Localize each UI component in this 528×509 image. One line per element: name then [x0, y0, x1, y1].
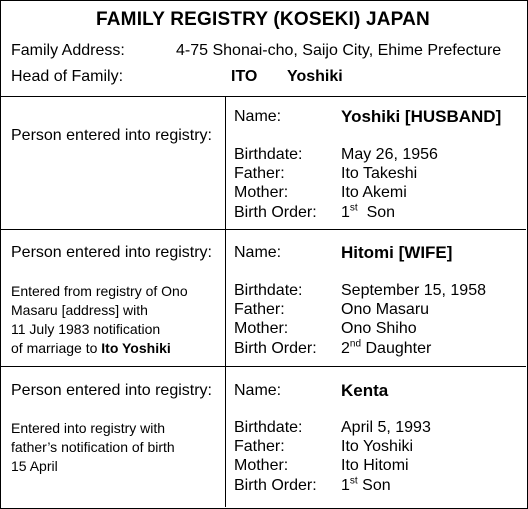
father-label-1: Father:	[234, 165, 285, 182]
mother-label-3: Mother:	[234, 457, 289, 474]
mother-value-3: Ito Hitomi	[341, 457, 409, 474]
father-label-2: Father:	[234, 301, 285, 318]
person-name-1: Yoshiki [HUSBAND]	[341, 107, 502, 126]
entered-label-3: Person entered into registry:	[11, 382, 212, 399]
father-value-1: Ito Takeshi	[341, 165, 418, 182]
person-name-3: Kenta	[341, 381, 389, 400]
mother-label-1: Mother:	[234, 184, 289, 201]
father-value-3: Ito Yoshiki	[341, 438, 414, 455]
entry-note-3-line-1: Entered into registry with	[11, 420, 166, 436]
family-address-value: 4-75 Shonai-cho, Saijo City, Ehime Prefecture	[176, 42, 502, 59]
column-divider	[225, 96, 226, 507]
entry-note-2-line-4: of marriage to Ito Yoshiki	[11, 340, 171, 356]
row-divider-1	[0, 229, 526, 230]
birthdate-value-3: April 5, 1993	[341, 419, 431, 436]
mother-value-1: Ito Akemi	[341, 184, 407, 201]
name-label-3: Name:	[234, 382, 282, 399]
birth-order-value-1: 1st Son	[341, 202, 396, 221]
entry-note-2-line-2: Masaru [address] with	[11, 302, 148, 318]
name-label-1: Name:	[234, 108, 282, 125]
entered-label-2: Person entered into registry:	[11, 244, 212, 261]
entered-label-1: Person entered into registry:	[11, 127, 212, 144]
entry-note-3-line-2: father’s notification of birth	[11, 439, 175, 455]
head-of-family-surname: ITO	[231, 68, 258, 85]
birthdate-value-2: September 15, 1958	[341, 282, 486, 299]
birth-order-label-3: Birth Order:	[234, 477, 317, 494]
entry-note-3-line-3: 15 April	[11, 458, 58, 474]
birthdate-label-2: Birthdate:	[234, 282, 303, 299]
birth-order-label-2: Birth Order:	[234, 340, 317, 357]
birth-order-value-2: 2nd Daughter	[341, 338, 432, 357]
father-label-3: Father:	[234, 438, 285, 455]
head-of-family-given-name: Yoshiki	[287, 68, 343, 85]
row-divider-top	[0, 96, 526, 97]
birthdate-label-3: Birthdate:	[234, 419, 303, 436]
mother-label-2: Mother:	[234, 320, 289, 337]
birth-order-label-1: Birth Order:	[234, 204, 317, 221]
person-name-2: Hitomi [WIFE]	[341, 243, 453, 262]
row-divider-2	[0, 366, 526, 367]
family-address-label: Family Address:	[11, 42, 125, 59]
document-title: FAMILY REGISTRY (KOSEKI) JAPAN	[96, 9, 430, 30]
birth-order-value-3: 1st Son	[341, 475, 391, 494]
entry-note-2-line-3: 11 July 1983 notification	[11, 321, 161, 337]
head-of-family-label: Head of Family:	[11, 68, 124, 85]
entry-note-2-line-1: Entered from registry of Ono	[11, 283, 188, 299]
mother-value-2: Ono Shiho	[341, 320, 417, 337]
father-value-2: Ono Masaru	[341, 301, 430, 318]
name-label-2: Name:	[234, 244, 282, 261]
birthdate-value-1: May 26, 1956	[341, 146, 438, 163]
birthdate-label-1: Birthdate:	[234, 146, 303, 163]
